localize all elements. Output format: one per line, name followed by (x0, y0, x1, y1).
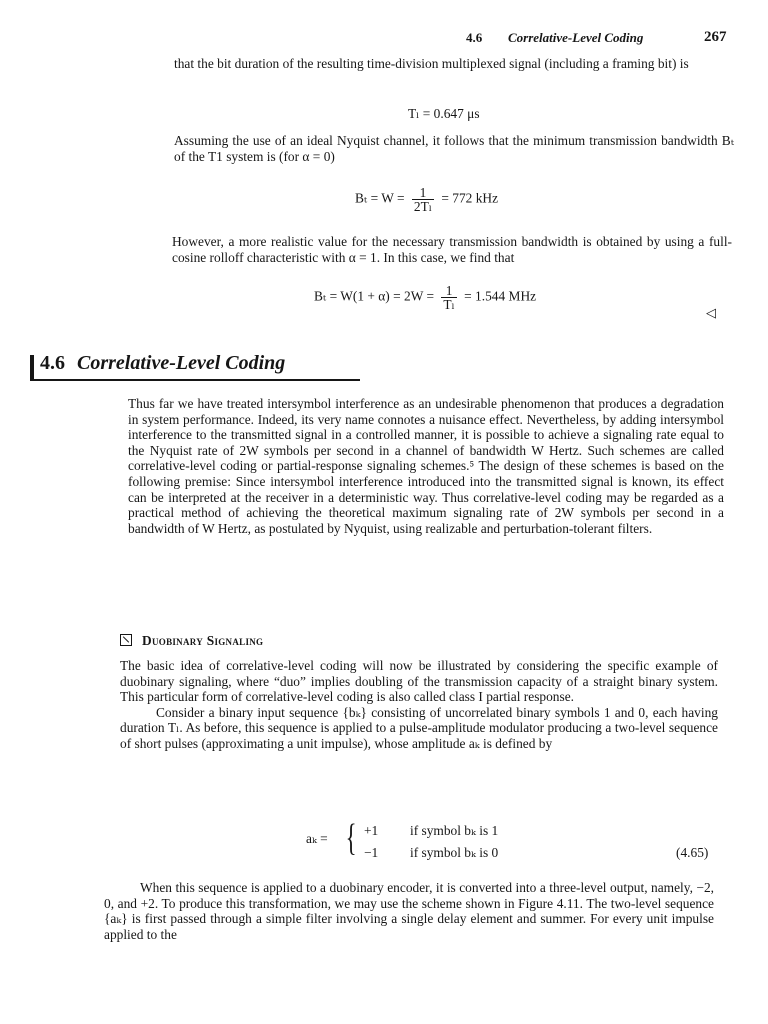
running-head-title: Correlative-Level Coding (508, 30, 644, 45)
eq-bt1-denominator: 2Tₗ (413, 199, 433, 214)
duobinary-paragraph-1 (120, 658, 718, 752)
subsection-heading (120, 633, 263, 649)
equation-bandwidth-rolloff (314, 284, 536, 311)
eq-ak-case1-condition: if symbol bₖ is 1 (410, 823, 499, 838)
running-head-section-number: 4.6 (466, 30, 483, 45)
realistic-paragraph (172, 234, 732, 265)
section-rule (30, 379, 360, 381)
duobinary-text-2: Consider a binary input sequence {bₖ} consisting of uncorrelated binary symbols 1 and 0, each having duration Tₗ. As before, this sequence is applied to a pulse-amplitude modulator producing a two-level sequence of short pulses (approximating a unit impulse), whose amplitude aₖ is defined by (120, 704, 718, 751)
eq-bt2-fraction (441, 284, 456, 311)
section-title: Correlative-Level Coding (77, 352, 286, 374)
equation-tb: Tₗ = 0.647 μs (408, 106, 480, 121)
intro-text: that the bit duration of the resulting time-division multiplexed signal (including a framing bit) is (174, 56, 689, 71)
duobinary-paragraph-3 (104, 880, 714, 942)
eq-bt1-rhs: = 772 kHz (441, 190, 499, 206)
eq-bt2-rhs: = 1.544 MHz (464, 288, 537, 304)
section-paragraph (128, 396, 724, 536)
page-number: 267 (704, 29, 727, 45)
eq-bt1-lhs: Bₜ = W = (355, 190, 405, 206)
duobinary-text-3: When this sequence is applied to a duobinary encoder, it is converted into a three-level output, namely, −2, 0, and +2. To produce this transformation, we may use the scheme shown in Figure 4.11. The two-level sequence {aₖ} is first passed through a simple filter involving a single delay element and summer. For every unit impulse applied to the (104, 880, 714, 942)
section-heading (40, 352, 285, 375)
eq-bt2-numerator: 1 (441, 284, 456, 298)
eq-ak-brace: { (345, 817, 357, 859)
equation-bandwidth-ideal (355, 186, 498, 213)
subsection-bullet-icon (120, 634, 132, 646)
eq-bt2-denominator: Tₗ (443, 297, 455, 312)
eq-bt2-lhs: Bₜ = W(1 + α) = 2W = (314, 288, 434, 304)
section-paragraph-text: Thus far we have treated intersymbol interference as an undesirable phenomenon that produces a degradation in system performance. Indeed, its very name connotes a nuisance effect. Nevertheless, by adding intersymbol interference to the transmitted signal in a controlled manner, it is possible to achieve a signaling rate equal to the Nyquist rate of 2W symbols per second in a channel of bandwidth W Hertz. Such schemes are called correlative-level coding or partial-response signaling schemes.⁵ The design of these schemes is based on the following premise: Since intersymbol interference introduced into the transmitted signal is known, its effect can be interpreted at the receiver in a deterministic way. Thus correlative-level coding may be regarded as a practical method of achieving the theoretical maximum signaling rate of 2W symbols per second in a bandwidth of W Hertz, as postulated by Nyquist, using realizable and perturbation-tolerant filters. (128, 396, 724, 536)
subsection-title: Duobinary Signaling (142, 633, 264, 648)
equation-ak (306, 817, 716, 863)
duobinary-text-1: The basic idea of correlative-level coding will now be illustrated by considering the specific example of duobinary signaling, where “duo” implies doubling of the transmission capacity of a straight binary system. This particular form of correlative-level coding is also called class I partial response. (120, 658, 718, 705)
nyquist-paragraph (174, 133, 734, 164)
eq-bt1-fraction (412, 186, 434, 213)
section-marker-bar (30, 355, 34, 379)
eq-ak-case2-condition: if symbol bₖ is 0 (410, 845, 499, 860)
eq-ak-case1-value: +1 (364, 823, 379, 838)
eq-ak-case2-value: −1 (364, 845, 379, 860)
example-end-icon: ◁ (706, 305, 716, 320)
intro-paragraph (174, 56, 734, 72)
eq-bt1-numerator: 1 (412, 186, 434, 200)
nyquist-text: Assuming the use of an ideal Nyquist channel, it follows that the minimum transmission bandwidth Bₜ of the T1 system is (for α = 0) (174, 133, 734, 164)
realistic-text: However, a more realistic value for the necessary transmission bandwidth is obtained by using a full-cosine rolloff characteristic with α = 1. In this case, we find that (172, 234, 732, 265)
equation-number: (4.65) (676, 845, 709, 860)
eq-ak-lhs: aₖ = (306, 831, 328, 846)
section-number: 4.6 (40, 352, 65, 374)
